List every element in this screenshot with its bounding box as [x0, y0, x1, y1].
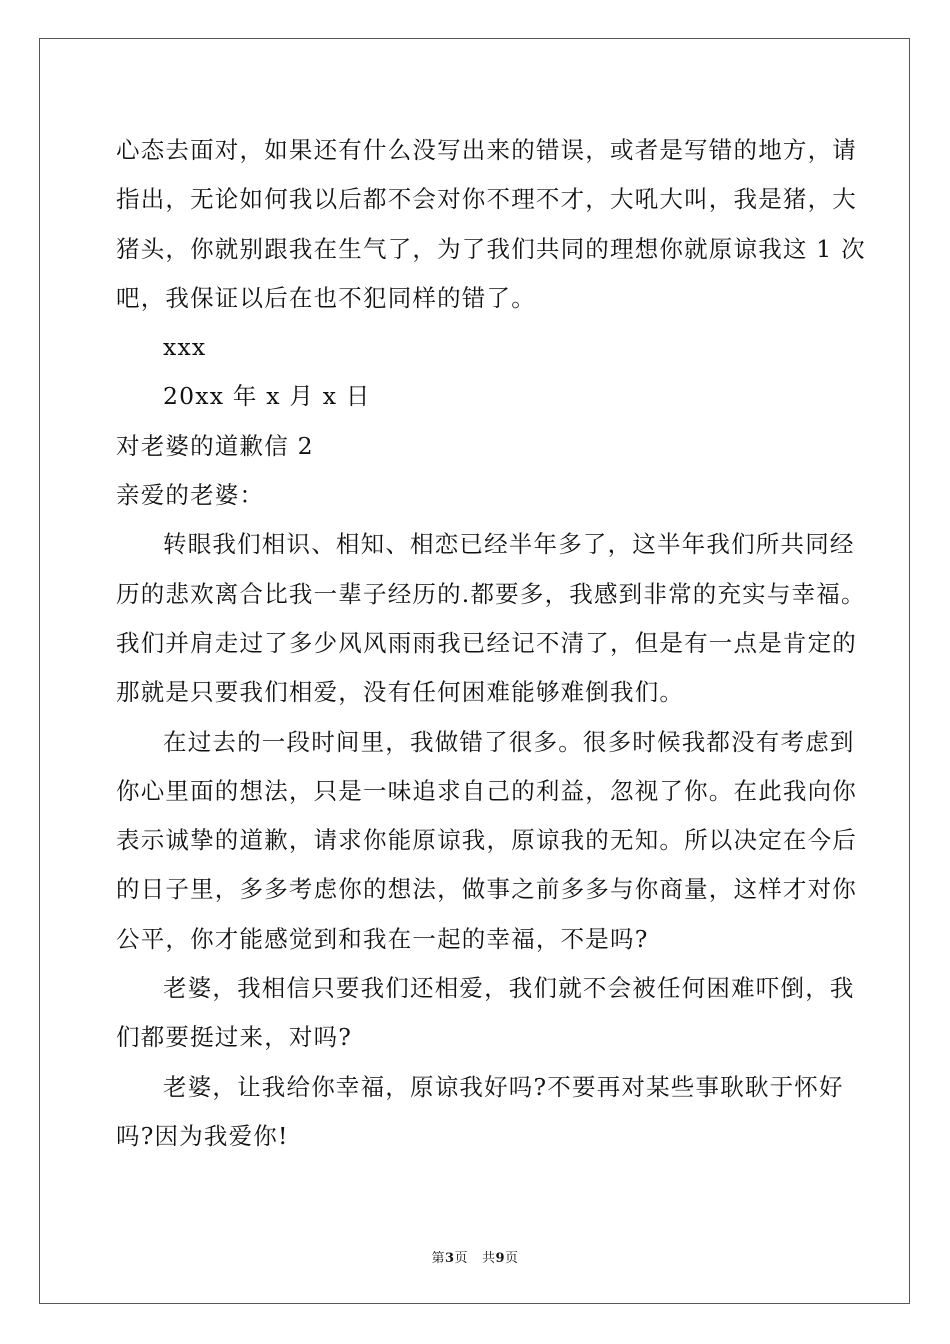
body-line: 你心里面的想法，只是一味追求自己的利益，忽视了你。在此我向你	[116, 776, 857, 805]
body-line: 吗?因为我爱你!	[116, 1121, 289, 1150]
page-footer	[0, 1247, 950, 1266]
signature: xxx	[163, 333, 207, 362]
body-line: 的日子里，多多考虑你的想法，做事之前多多与你商量，这样才对你	[116, 875, 857, 904]
page-label-prefix: 第	[431, 1251, 445, 1266]
body-line: 转眼我们相识、相知、相恋已经半年多了，这半年我们所共同经	[163, 530, 855, 559]
body-line: 那就是只要我们相爱，没有任何困难能够难倒我们。	[116, 678, 685, 707]
body-line: 历的悲欢离合比我一辈子经历的.都要多，我感到非常的充实与幸福。	[116, 579, 866, 608]
body-line: 们都要挺过来，对吗?	[116, 1023, 353, 1052]
body-line: 公平，你才能感觉到和我在一起的幸福，不是吗?	[116, 924, 649, 953]
body-line: 老婆，我相信只要我们还相爱，我们就不会被任何困难吓倒，我	[163, 974, 855, 1003]
total-label-suffix: 页	[505, 1251, 519, 1266]
page-number: 3	[444, 1251, 455, 1266]
body-line: 吧，我保证以后在也不犯同样的错了。	[116, 283, 536, 312]
body-line: 指出，无论如何我以后都不会对你不理不才，大吼大叫，我是猪，大	[116, 185, 857, 214]
body-line: 我们并肩走过了多少风风雨雨我已经记不清了，但是有一点是肯定的	[116, 628, 857, 657]
body-line: 老婆，让我给你幸福，原谅我好吗?不要再对某些事耿耿于怀好	[163, 1072, 844, 1101]
body-line: 心态去面对，如果还有什么没写出来的错误，或者是写错的地方，请	[116, 136, 857, 164]
signature-date: 20xx 年 x 月 x 日	[163, 382, 371, 411]
page-total: 9	[495, 1251, 506, 1266]
letter-title: 对老婆的道歉信 2	[116, 431, 314, 460]
salutation: 亲爱的老婆：	[116, 481, 265, 510]
body-line: 表示诚挚的道歉，请求你能原谅我，原谅我的无知。所以决定在今后	[116, 826, 857, 855]
document-body	[116, 126, 866, 1161]
page-label-suffix: 页	[454, 1251, 469, 1266]
body-line: 在过去的一段时间里，我做错了很多。很多时候我都没有考虑到	[163, 727, 855, 756]
body-line: 猪头，你就别跟我在生气了，为了我们共同的理想你就原谅我这 1 次	[116, 234, 866, 263]
total-label-prefix: 共	[481, 1251, 496, 1266]
